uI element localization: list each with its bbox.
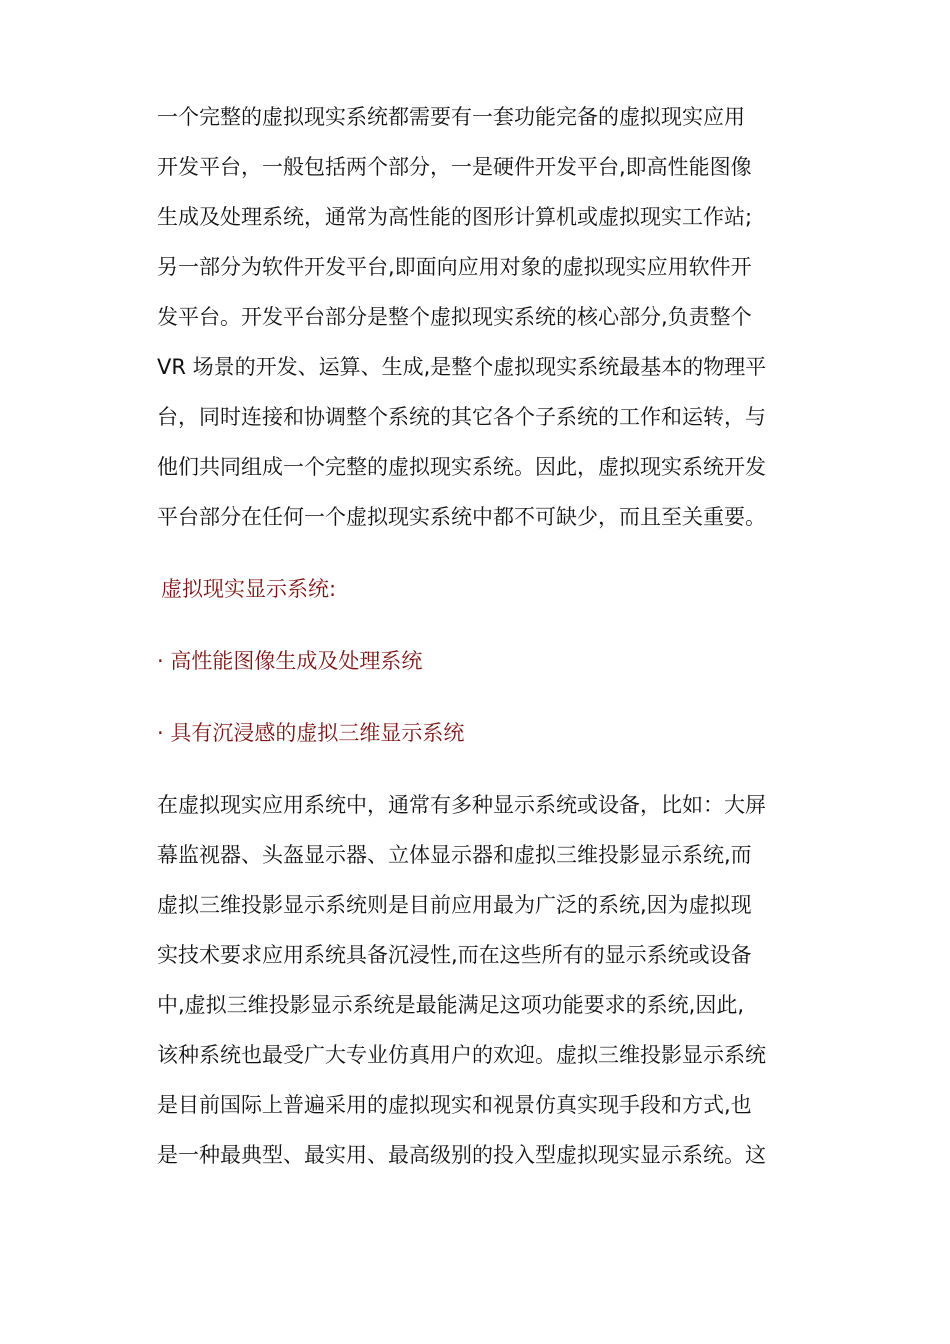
paragraph-line: 生成及处理系统，通常为高性能的图形计算机或虚拟现实工作站; xyxy=(157,205,753,229)
display-system-paragraph xyxy=(157,780,797,1180)
paragraph-line: 是目前国际上普遍采用的虚拟现实和视景仿真实现手段和方式,也 xyxy=(157,1093,752,1117)
paragraph-line: VR 场景的开发、运算、生成,是整个虚拟现实系统最基本的物理平 xyxy=(157,355,767,379)
paragraph-line: 一个完整的虚拟现实系统都需要有一套功能完备的虚拟现实应用 xyxy=(157,105,745,129)
bullet-item-3d-display: · 具有沉浸感的虚拟三维显示系统 xyxy=(157,721,465,745)
paragraph-line: 是一种最典型、最实用、最高级别的投入型虚拟现实显示系统。这 xyxy=(157,1143,766,1167)
paragraph-line: 台，同时连接和协调整个系统的其它各个子系统的工作和运转，与 xyxy=(157,405,766,429)
paragraph-line: 开发平台，一般包括两个部分，一是硬件开发平台,即高性能图像 xyxy=(157,155,752,179)
section-heading: 虚拟现实显示系统: xyxy=(161,577,337,601)
paragraph-line: 平台部分在任何一个虚拟现实系统中都不可缺少，而且至关重要。 xyxy=(157,505,766,529)
paragraph-line: 发平台。开发平台部分是整个虚拟现实系统的核心部分,负责整个 xyxy=(157,305,752,329)
intro-paragraph xyxy=(157,92,797,542)
paragraph-line: 另一部分为软件开发平台,即面向应用对象的虚拟现实应用软件开 xyxy=(157,255,752,279)
paragraph-line: 实技术要求应用系统具备沉浸性,而在这些所有的显示系统或设备 xyxy=(157,943,752,967)
paragraph-line: 虚拟三维投影显示系统则是目前应用最为广泛的系统,因为虚拟现 xyxy=(157,893,752,917)
document-page xyxy=(157,92,797,1180)
paragraph-line: 幕监视器、头盔显示器、立体显示器和虚拟三维投影显示系统,而 xyxy=(157,843,752,867)
paragraph-line: 该种系统也最受广大专业仿真用户的欢迎。虚拟三维投影显示系统 xyxy=(157,1043,766,1067)
paragraph-line: 中,虚拟三维投影显示系统是最能满足这项功能要求的系统,因此, xyxy=(157,993,745,1017)
bullet-item-image-generation: · 高性能图像生成及处理系统 xyxy=(157,649,423,673)
paragraph-line: 在虚拟现实应用系统中，通常有多种显示系统或设备，比如：大屏 xyxy=(157,793,766,817)
paragraph-line: 他们共同组成一个完整的虚拟现实系统。因此，虚拟现实系统开发 xyxy=(157,455,766,479)
